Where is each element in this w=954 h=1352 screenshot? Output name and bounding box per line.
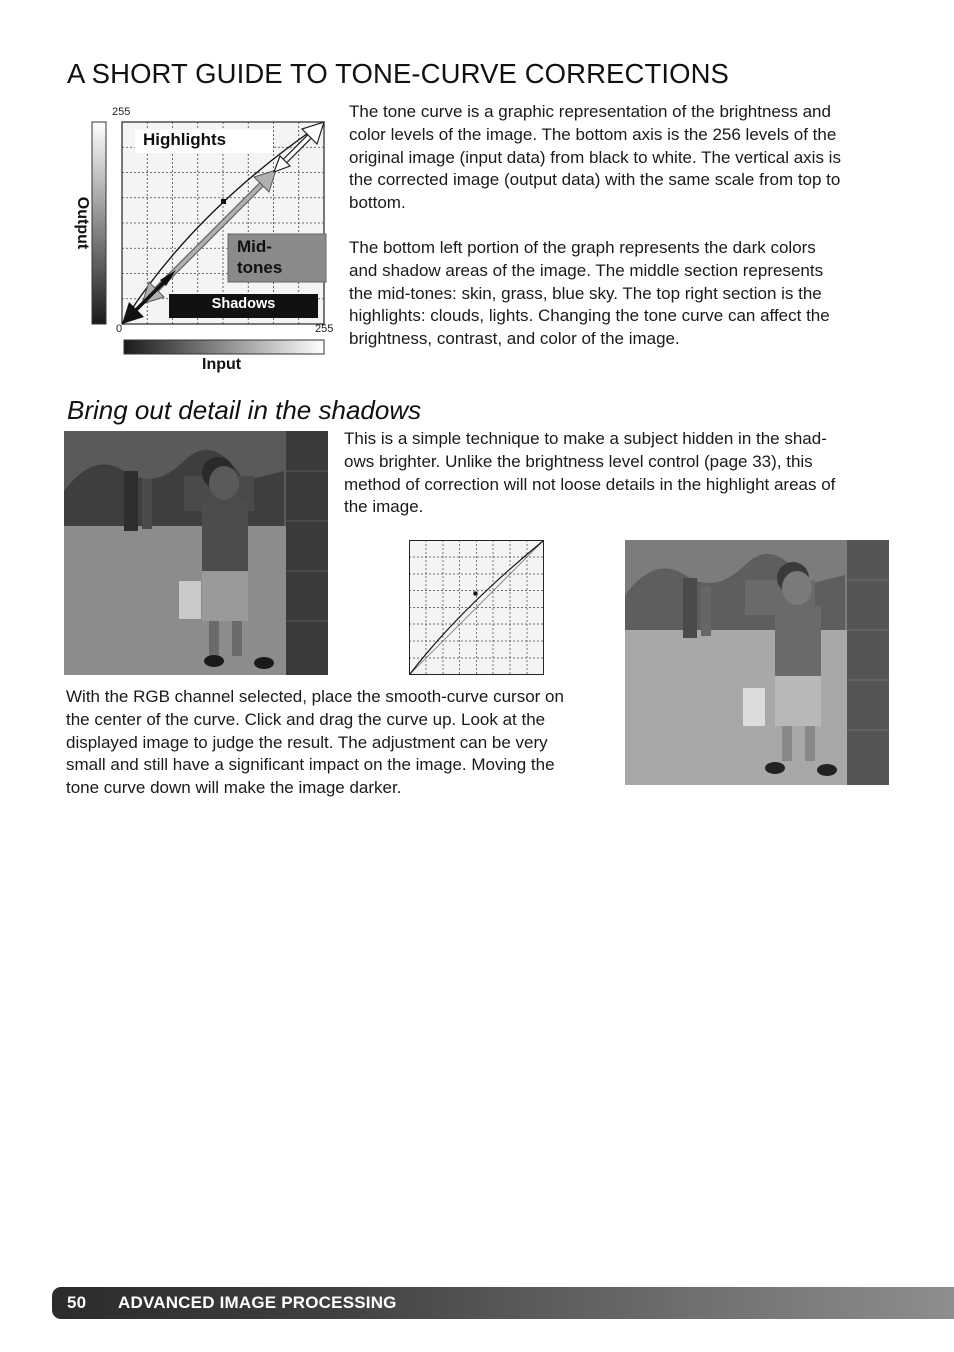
midtones-label-line1: Mid- — [237, 237, 272, 256]
input-gradient-bar — [124, 340, 324, 354]
output-max-tick: 255 — [112, 106, 131, 118]
intro-paragraph-2: The bottom left portion of the graph represents the dark colors and shadow areas of the image. The middle section represents the mid-tones: skin, grass, blue sky. The top right section is the highlights: clouds, lights. Changing the tone curve can affect the brightness, contrast, and color of the image. — [349, 238, 830, 349]
input-axis-label: Input — [202, 356, 242, 373]
origin-tick: 0 — [116, 323, 123, 335]
tone-curve-diagram — [88, 116, 338, 376]
curve-control-point — [221, 199, 226, 204]
highlights-label: Highlights — [143, 130, 227, 149]
section-name: ADVANCED IMAGE PROCESSING — [118, 1293, 397, 1312]
input-max-tick: 255 — [315, 323, 334, 335]
page-number: 50 — [67, 1293, 87, 1312]
midtones-label-line2: tones — [237, 258, 283, 277]
original-photo — [64, 431, 328, 675]
page-title: A SHORT GUIDE TO TONE-CURVE CORRECTIONS — [67, 58, 729, 89]
corrected-photo — [625, 540, 889, 785]
shadows-paragraph-2: With the RGB channel selected, place the smooth-curve cursor on the center of the curve. Click and drag the curve up. Look at the displayed image to judge the result. The adjustment can be very small and still have a significant impact on the image. Moving the tone curve down will make the image darker. — [66, 687, 564, 798]
shadows-paragraph-1: This is a simple technique to make a subject hidden in the shad- ows brighter. Unlike the brightness level control (page 33), this method of correction will not loose details in the highlight areas of the image. — [344, 429, 836, 517]
output-axis-label: Output — [74, 196, 91, 250]
adjusted-curve-graph — [409, 540, 545, 676]
shadows-label: Shadows — [211, 296, 276, 312]
output-gradient-bar — [92, 122, 106, 324]
section-subtitle: Bring out detail in the shadows — [67, 395, 422, 425]
intro-paragraph-1: The tone curve is a graphic representation of the brightness and color levels of the image. The bottom axis is the 256 levels of the original image (input data) from black to white. The vertical axis is the corrected image (output data) with the same scale from top to bottom. — [349, 102, 841, 213]
